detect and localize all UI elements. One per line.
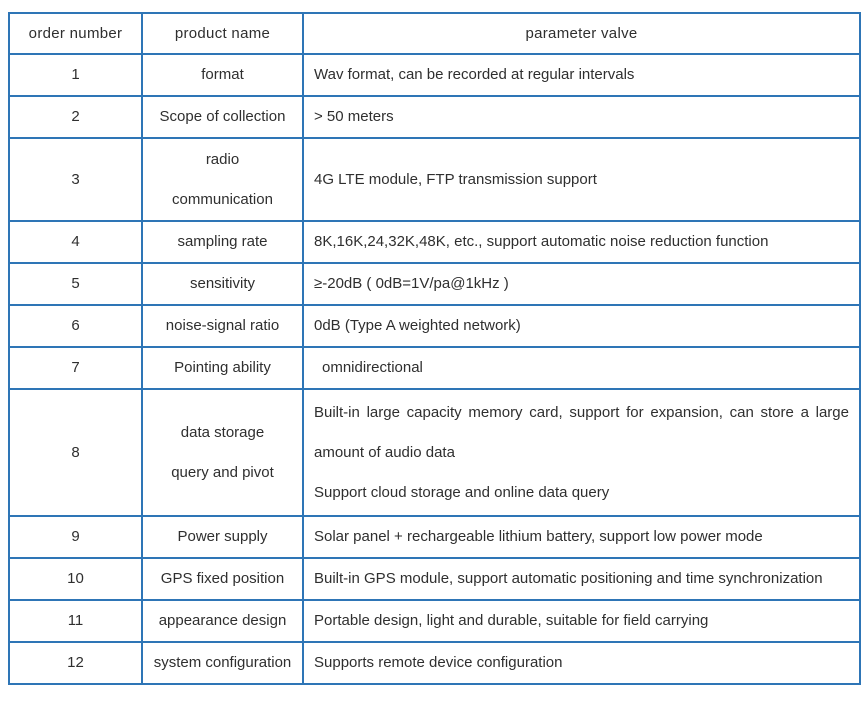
cell-order-number: 12 bbox=[9, 642, 142, 684]
product-name-text: data storage bbox=[180, 423, 265, 441]
parameter-value-text: Solar panel + rechargeable lithium battery, support low power mode bbox=[314, 528, 763, 545]
cell-product-name bbox=[142, 558, 303, 600]
cell-parameter-value bbox=[303, 600, 860, 642]
cell-order-number: 2 bbox=[9, 96, 142, 138]
cell-product-name bbox=[142, 347, 303, 389]
parameter-value-text: 0dB (Type A weighted network) bbox=[314, 317, 521, 334]
product-name-text: format bbox=[201, 66, 244, 83]
table-row bbox=[9, 96, 860, 138]
cell-product-name bbox=[142, 138, 303, 221]
cell-parameter-value bbox=[303, 138, 860, 221]
table-row bbox=[9, 305, 860, 347]
cell-parameter-value bbox=[303, 642, 860, 684]
parameter-value-text: omnidirectional bbox=[322, 359, 423, 376]
table-row bbox=[9, 558, 860, 600]
table-row bbox=[9, 389, 860, 516]
cell-order-number: 4 bbox=[9, 221, 142, 263]
product-name-text: sensitivity bbox=[189, 275, 256, 292]
parameter-value-text: Wav format, can be recorded at regular intervals bbox=[314, 66, 635, 83]
cell-order-number: 6 bbox=[9, 305, 142, 347]
header-parameter-value: parameter valve bbox=[303, 13, 860, 54]
parameter-value-text: Built-in large capacity memory card, support for expansion, can store a large amount of audio data bbox=[314, 403, 849, 461]
cell-parameter-value bbox=[303, 389, 860, 516]
cell-parameter-value bbox=[303, 96, 860, 138]
header-order-number: order number bbox=[9, 13, 142, 54]
product-name-text: appearance design bbox=[158, 612, 287, 629]
parameter-value-text: Portable design, light and durable, suitable for field carrying bbox=[314, 612, 709, 629]
parameter-value-text: Support cloud storage and online data query bbox=[314, 483, 610, 501]
product-name-text: noise-signal ratio bbox=[165, 317, 280, 334]
product-spec-table bbox=[8, 12, 861, 685]
cell-product-name bbox=[142, 389, 303, 516]
cell-product-name bbox=[142, 516, 303, 558]
table-row bbox=[9, 347, 860, 389]
cell-parameter-value bbox=[303, 54, 860, 96]
cell-parameter-value bbox=[303, 558, 860, 600]
product-name-text: GPS fixed position bbox=[160, 570, 285, 587]
table-row bbox=[9, 516, 860, 558]
cell-parameter-value bbox=[303, 516, 860, 558]
cell-order-number: 9 bbox=[9, 516, 142, 558]
cell-product-name bbox=[142, 221, 303, 263]
product-name-text: Scope of collection bbox=[159, 108, 286, 125]
table-row bbox=[9, 263, 860, 305]
cell-product-name bbox=[142, 96, 303, 138]
product-name-text: system configuration bbox=[153, 654, 292, 671]
parameter-value-text: 8K,16K,24,32K,48K, etc., support automatic noise reduction function bbox=[314, 233, 769, 250]
cell-product-name bbox=[142, 600, 303, 642]
table-row bbox=[9, 221, 860, 263]
cell-product-name bbox=[142, 263, 303, 305]
parameter-value-text: ≥-20dB ( 0dB=1V/pa@1kHz ) bbox=[314, 275, 509, 292]
header-product-name: product name bbox=[142, 13, 303, 54]
cell-order-number: 7 bbox=[9, 347, 142, 389]
table-row bbox=[9, 600, 860, 642]
product-name-text: communication bbox=[172, 190, 273, 208]
parameter-value-text: > 50 meters bbox=[314, 108, 394, 125]
cell-order-number: 3 bbox=[9, 138, 142, 221]
cell-parameter-value bbox=[303, 305, 860, 347]
cell-parameter-value bbox=[303, 263, 860, 305]
product-name-text: sampling rate bbox=[177, 233, 268, 250]
cell-product-name bbox=[142, 54, 303, 96]
product-name-text: Pointing ability bbox=[174, 359, 271, 376]
cell-product-name bbox=[142, 642, 303, 684]
product-name-text: query and pivot bbox=[171, 463, 274, 481]
parameter-value-text: 4G LTE module, FTP transmission support bbox=[314, 170, 597, 188]
cell-parameter-value bbox=[303, 221, 860, 263]
cell-order-number: 1 bbox=[9, 54, 142, 96]
cell-order-number: 11 bbox=[9, 600, 142, 642]
product-name-text: Power supply bbox=[177, 528, 268, 545]
table-row bbox=[9, 642, 860, 684]
product-name-text: radio bbox=[205, 150, 240, 168]
cell-product-name bbox=[142, 305, 303, 347]
table-row bbox=[9, 138, 860, 221]
table-row bbox=[9, 54, 860, 96]
cell-parameter-value bbox=[303, 347, 860, 389]
cell-order-number: 5 bbox=[9, 263, 142, 305]
parameter-value-text: Built-in GPS module, support automatic positioning and time synchronization bbox=[314, 570, 823, 587]
cell-order-number: 8 bbox=[9, 389, 142, 516]
header-row bbox=[9, 13, 860, 54]
cell-order-number: 10 bbox=[9, 558, 142, 600]
parameter-value-text: Supports remote device configuration bbox=[314, 654, 563, 671]
